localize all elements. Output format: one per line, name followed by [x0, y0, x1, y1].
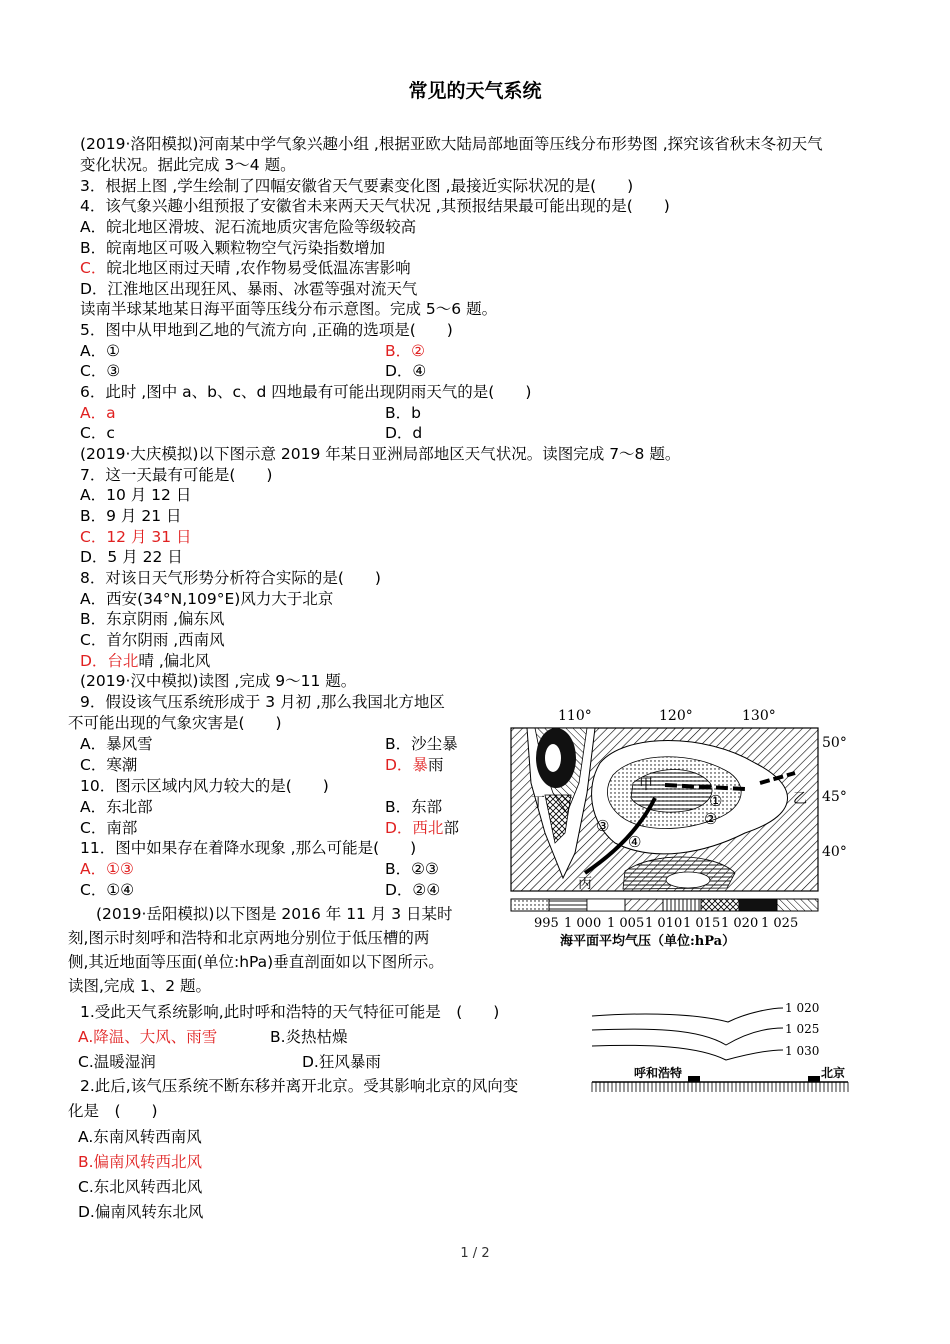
q9-option-a: A．暴风雪: [80, 735, 153, 753]
isobar-1020: [592, 1008, 783, 1022]
q4-option-c: [80, 258, 411, 278]
intro-q1-2-line3: 侧,其近地面等压面(单位:hPa)垂直剖面如以下图所示。: [68, 953, 444, 971]
q10-option-b: B．东部: [385, 798, 443, 816]
q10-option-d: [385, 818, 459, 838]
isobar-map-figure: [505, 703, 867, 950]
q5-option-a: A．①: [80, 342, 120, 360]
q2-option-c: C.东北风转西北风: [78, 1178, 203, 1196]
q7-option-b: B．9 月 21 日: [80, 507, 182, 525]
intro-q1-2-line4: 读图,完成 1、2 题。: [68, 977, 212, 995]
q8-option-a: A．西安(34°N,109°E)风力大于北京: [80, 590, 334, 608]
intro-q1-2-line1: (2019·岳阳模拟)以下图是 2016 年 11 月 3 日某时: [96, 905, 453, 923]
arrow-label-4: ④: [628, 833, 642, 851]
q8-option-c: C．首尔阴雨 ,西南风: [80, 631, 225, 649]
q6-option-b: B．b: [385, 404, 421, 422]
intro-q5-6: 读南半球某地某日海平面等压线分布示意图。完成 5～6 题。: [80, 300, 498, 318]
legend-value-1010: 1 010: [645, 916, 683, 931]
isobar-label-1030: 1 030: [785, 1044, 820, 1058]
intro-q7-8: (2019·大庆模拟)以下图示意 2019 年某日亚洲局部地区天气状况。读图完成 7～8 题。: [80, 445, 681, 463]
question-2-line2: 化是 ( ): [68, 1102, 158, 1120]
page-number: 1 / 2: [460, 1246, 490, 1261]
q4-option-a: A．皖北地区滑坡、泥石流地质灾害危险等级较高: [80, 218, 417, 236]
q6-option-a: A．a: [80, 404, 116, 422]
q4-option-b: B．皖南地区可吸入颗粒物空气污染指数增加: [80, 239, 386, 257]
q6-option-c: C．c: [80, 424, 115, 442]
q11-option-d: D．②④: [385, 881, 441, 899]
city-label-hohhot: 呼和浩特: [634, 1066, 683, 1080]
q8-option-b: B．东京阴雨 ,偏东风: [80, 610, 225, 628]
place-yi: 乙: [793, 791, 807, 807]
q7-option-a: A．10 月 12 日: [80, 486, 192, 504]
q8-option-d: [80, 651, 210, 671]
question-3: 3．根据上图 ,学生绘制了四幅安徽省天气要素变化图 ,最接近实际状况的是( ): [80, 177, 634, 195]
isobar-1030: [592, 1045, 783, 1060]
intro-q3-4-line2: 变化状况。据此完成 3～4 题。: [80, 156, 296, 174]
q10-option-d-text: 部: [443, 819, 459, 837]
q11-option-a: A．①③: [80, 860, 134, 878]
q5-option-c: C．③: [80, 362, 121, 380]
q10-option-c: C．南部: [80, 819, 138, 837]
question-5: 5．图中从甲地到乙地的气流方向 ,正确的选项是( ): [80, 321, 453, 339]
city-marker-hohhot: [688, 1076, 700, 1082]
q7-option-d: D．5 月 22 日: [80, 548, 183, 566]
lon-label-130: 130°: [742, 708, 776, 724]
q9-option-d-text: 雨: [427, 756, 444, 774]
page-title: 常见的天气系统: [408, 80, 542, 102]
legend-value-1000: 1 000: [564, 916, 602, 931]
question-4: 4．该气象兴趣小组预报了安徽省未来两天天气状况 ,其预报结果最可能出现的是( ): [80, 197, 670, 215]
question-10: 10．图示区域内风力较大的是( ): [80, 777, 329, 795]
q1-option-a: A.降温、大风、雨雪: [78, 1028, 218, 1046]
place-jia: 甲: [639, 777, 653, 793]
q2-option-b: B.偏南风转西北风: [78, 1153, 203, 1171]
question-9-line2: 不可能出现的气象灾害是( ): [68, 714, 282, 732]
isobar-1025: [592, 1028, 783, 1045]
question-7: 7．这一天最有可能是( ): [80, 466, 273, 484]
lon-label-120: 120°: [659, 708, 693, 724]
q8-option-d-label: D．台北: [80, 652, 139, 670]
question-8: 8．对该日天气形势分析符合实际的是( ): [80, 569, 381, 587]
question-1: 1.受此天气系统影响,此时呼和浩特的天气特征可能是 ( ): [80, 1003, 500, 1021]
question-9-line1: 9．假设该气压系统形成于 3 月初 ,那么我国北方地区: [80, 693, 445, 711]
arrow-label-3: ③: [596, 817, 610, 835]
city-label-beijing: 北京: [821, 1066, 846, 1080]
legend-value-995: 995: [534, 916, 559, 931]
pressure-profile-figure: [588, 1000, 850, 1100]
q8-option-d-text: 晴 ,偏北风: [138, 652, 211, 670]
q1-option-d: D.狂风暴雨: [302, 1053, 381, 1071]
q11-option-c: C．①④: [80, 881, 135, 899]
q7-option-c: C．12 月 31 日: [80, 528, 192, 546]
place-bing: 丙: [578, 876, 592, 892]
q9-option-b: B．沙尘暴: [385, 735, 458, 753]
question-6: 6．此时 ,图中 a、b、c、d 四地最有可能出现阴雨天气的是( ): [80, 383, 532, 401]
q10-option-d-label: D．西北: [385, 819, 444, 837]
arrow-label-2: ②: [704, 810, 718, 828]
q6-option-d: D．d: [385, 424, 423, 442]
q4-option-c-text: 皖北地区雨过天晴 ,农作物易受低温冻害影响: [106, 259, 411, 277]
q5-option-d: D．④: [385, 362, 427, 380]
intro-q9-11: (2019·汉中模拟)读图 ,完成 9～11 题。: [80, 672, 357, 690]
q11-option-b: B．②③: [385, 860, 439, 878]
isobar-label-1025: 1 025: [785, 1022, 820, 1036]
intro-q1-2-line2: 刻,图示时刻呼和浩特和北京两地分别位于低压槽的两: [68, 929, 430, 947]
q9-option-d: [385, 755, 443, 775]
lat-label-50: 50°: [822, 735, 847, 751]
question-11: 11．图中如果存在着降水现象 ,那么可能是( ): [80, 839, 417, 857]
q5-option-b: B．②: [385, 342, 426, 360]
map-caption: 海平面平均气压（单位:hPa）: [560, 934, 736, 949]
intro-q3-4-line1: (2019·洛阳模拟)河南某中学气象兴趣小组 ,根据亚欧大陆局部地面等压线分布形势图 ,探究该省秋末冬初天气: [80, 135, 823, 153]
q2-option-d: D.偏南风转东北风: [78, 1203, 204, 1221]
lat-label-45: 45°: [822, 789, 847, 805]
q9-option-c: C．寒潮: [80, 756, 138, 774]
city-marker-beijing: [808, 1076, 820, 1082]
q9-option-d-label: D．暴: [385, 756, 428, 774]
q2-option-a: A.东南风转西南风: [78, 1128, 202, 1146]
lat-label-40: 40°: [822, 844, 847, 860]
q4-option-c-label: C．: [80, 259, 107, 277]
legend-value-1025: 1 025: [761, 916, 799, 931]
q4-option-d: D．江淮地区出现狂风、暴雨、冰雹等强对流天气: [80, 280, 418, 298]
q10-option-a: A．东北部: [80, 798, 153, 816]
q1-option-b: B.炎热枯燥: [270, 1028, 348, 1046]
ground-hatching: [592, 1082, 848, 1092]
arrow-label-1: ①: [709, 792, 723, 810]
lon-label-110: 110°: [558, 708, 592, 724]
place-ding: 丁: [531, 795, 545, 811]
isobar-label-1020: 1 020: [785, 1001, 820, 1015]
legend-value-1005: 1 005: [607, 916, 645, 931]
q1-option-c: C.温暖湿润: [78, 1053, 156, 1071]
legend-value-1015: 1 015: [683, 916, 721, 931]
question-2-line1: 2.此后,该气压系统不断东移并离开北京。受其影响北京的风向变: [80, 1077, 519, 1095]
legend-value-1020: 1 020: [721, 916, 759, 931]
pressure-legend: [511, 899, 818, 911]
